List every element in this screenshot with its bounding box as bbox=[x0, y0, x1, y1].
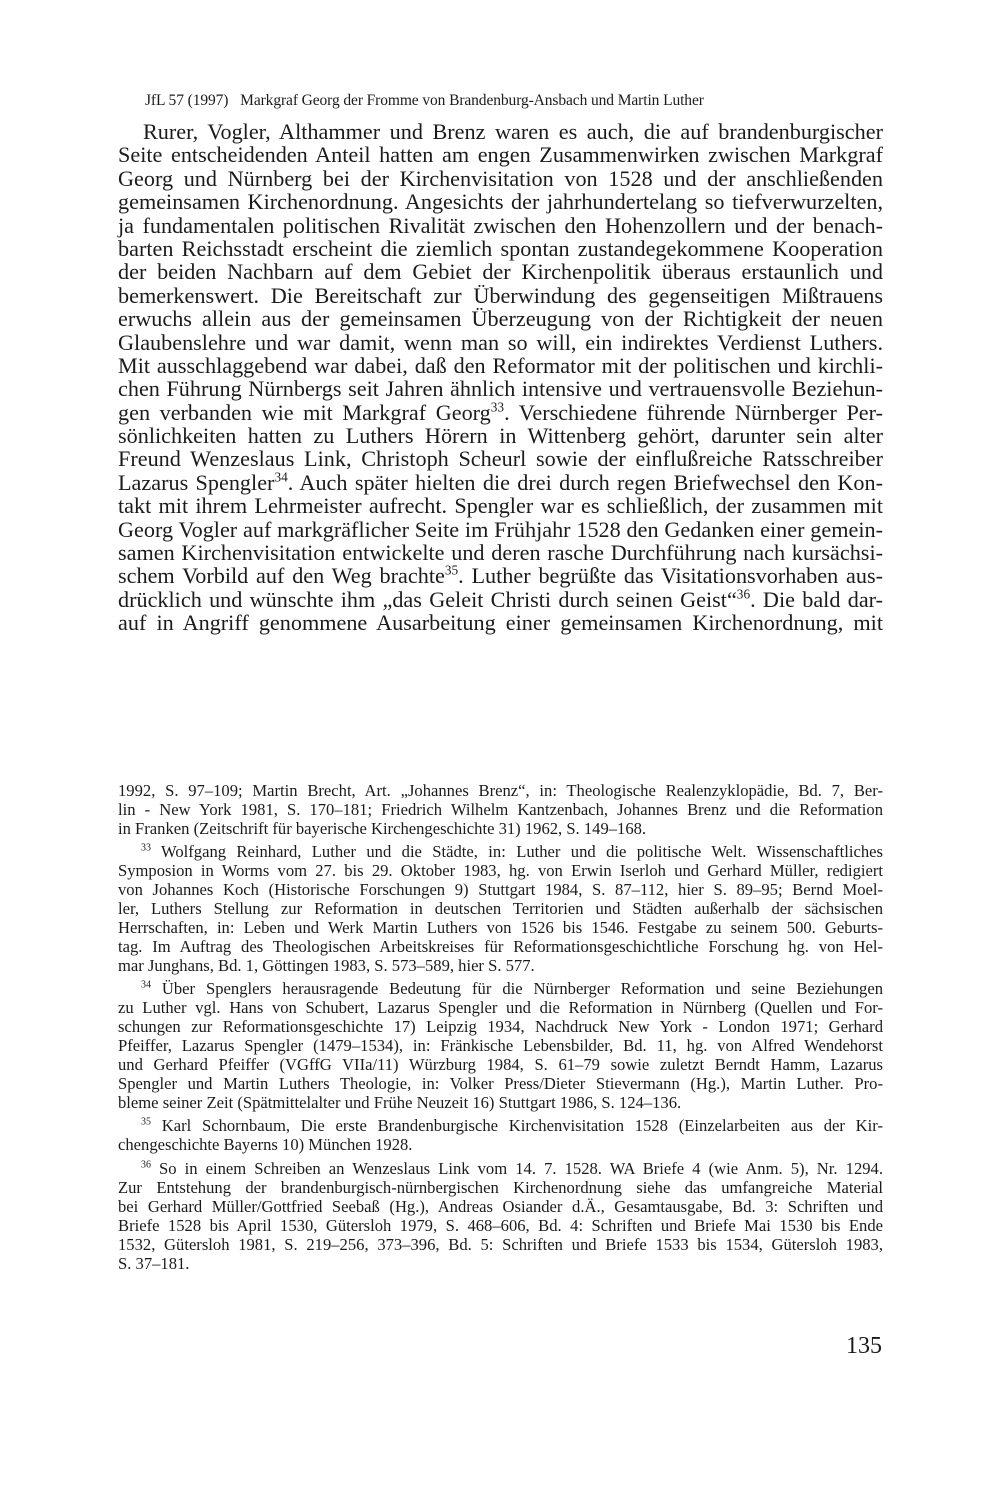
footnote-line: tag. Im Auftrag des Theologischen Arbeitskreises für Reformationsgeschichtliche Forschung hg. von Hel- bbox=[118, 937, 883, 956]
body-text: . Verschiedene führende Nürnberger Per- bbox=[504, 399, 883, 425]
footnote-line: bei Gerhard Müller/Gottfried Seebaß (Hg.), Andreas Osiander d.Ä., Gesamtausgabe, Bd. 3: Schriften und bbox=[118, 1196, 883, 1216]
body-line: ja fundamentalen politischen Rivalität zwischen den Hohenzollern und der benach- bbox=[118, 212, 883, 238]
footnote-text: So in einem Schreiben an Wenzeslaus Link vom 14. 7. 1528. WA Briefe 4 (wie Anm. 5), Nr. 1294. bbox=[159, 1158, 883, 1178]
footnote-line: Symposion in Worms vom 27. bis 29. Oktober 1983, hg. von Erwin Iserloh und Gerhard Müller, redigiert bbox=[118, 861, 883, 881]
footnote-line: bleme seiner Zeit (Spätmittelalter und Frühe Neuzeit 16) Stuttgart 1986, S. 124–136. bbox=[118, 1093, 682, 1112]
footnote-line: schungen zur Reformationsgeschichte 17) Leipzig 1934, Nachdruck New York - London 1971; Gerhard bbox=[118, 1017, 883, 1037]
footnote-text: Wolfgang Reinhard, Luther und die Städte, in: Luther und die politische Welt. Wissenschaftliches bbox=[161, 842, 883, 862]
footnote-number: 35 bbox=[141, 1116, 151, 1128]
body-text: . Die bald dar- bbox=[750, 586, 883, 612]
footnote-line: 1992, S. 97–109; Martin Brecht, Art. „Johannes Brenz“, in: Theologische Realenzyklopädie, Bd. 7, Ber- bbox=[118, 781, 883, 800]
body-line: bemerkenswert. Die Bereitschaft zur Überwindung des gegenseitigen Mißtrauens bbox=[118, 282, 883, 308]
body-line: barten Reichsstadt erscheint die ziemlich spontan zustandegekommene Kooperation bbox=[118, 235, 883, 261]
body-line: Rurer, Vogler, Althammer und Brenz waren es auch, die auf brandenburgischer bbox=[143, 119, 883, 144]
footnote-line: in Franken (Zeitschrift für bayerische Kirchengeschichte 31) 1962, S. 149–168. bbox=[118, 818, 647, 838]
body-text: drücklich und wünschte ihm „das Geleit Christi durch seinen Geist“ bbox=[118, 586, 737, 612]
footnote-33 bbox=[118, 843, 883, 976]
footnote-line: Briefe 1528 bis April 1530, Gütersloh 1979, S. 468–606, Bd. 4: Schriften und Briefe Mai 1530 bis Ende bbox=[118, 1215, 883, 1235]
footnote-line: Spengler und Martin Luthers Theologie, in: Volker Press/Dieter Stievermann (Hg.), Martin Luther. Pro- bbox=[118, 1074, 883, 1094]
footnote-35 bbox=[118, 1117, 883, 1155]
body-line: chen Führung Nürnbergs seit Jahren ähnlich intensive und vertrauensvolle Beziehun- bbox=[118, 376, 883, 402]
body-line: Georg Vogler auf markgräflicher Seite im Frühjahr 1528 den Gedanken einer gemein- bbox=[118, 516, 883, 542]
body-line: sönlichkeiten hatten zu Luthers Hörern in Wittenberg gehört, darunter sein alter bbox=[118, 423, 883, 449]
footnote-line: und Gerhard Pfeiffer (VGffG VIIa/11) Würzburg 1984, S. 61–79 sowie zuletzt Berndt Hamm, Lazarus bbox=[118, 1055, 883, 1075]
body-line: samen Kirchenvisitation entwickelte und deren rasche Durchführung nach kursächsi- bbox=[118, 540, 883, 566]
footnote-line: Zur Entstehung der brandenburgisch-nürnbergischen Kirchenordnung siehe das umfangreiche Material bbox=[118, 1177, 883, 1197]
body-line bbox=[118, 401, 883, 424]
footnote-line: von Johannes Koch (Historische Forschungen 9) Stuttgart 1984, S. 87–112, hier S. 89–95; Bernd Moel- bbox=[118, 880, 883, 900]
body-line bbox=[118, 588, 883, 611]
body-line: gemeinsamen Kirchenordnung. Angesichts der jahrhundertelang so tiefverwurzelten, bbox=[118, 189, 883, 215]
footnote-line: ler, Luthers Stellung zur Reformation in deutschen Territorien und Städten außerhalb der sächsischen bbox=[118, 899, 883, 919]
footnote-36 bbox=[118, 1160, 883, 1274]
footnote-line: lin - New York 1981, S. 170–181; Friedrich Wilhelm Kantzenbach, Johannes Brenz und die Reformation bbox=[118, 799, 883, 819]
footnote-text: Karl Schornbaum, Die erste Brandenburgische Kirchenvisitation 1528 (Einzelarbeiten aus der Kir- bbox=[161, 1116, 883, 1136]
body-text: . Auch später hielten die drei durch regen Briefwechsel den Kon- bbox=[287, 469, 883, 495]
body-line: Glaubenslehre und war damit, wenn man so will, ein indirektes Verdienst Luthers. bbox=[118, 329, 883, 355]
body-line: auf in Angriff genommene Ausarbeitung einer gemeinsamen Kirchenordnung, mit bbox=[118, 610, 883, 636]
body-line: der beiden Nachbarn auf dem Gebiet der Kirchenpolitik überaus erstaunlich und bbox=[118, 259, 883, 285]
footnote-number: 36 bbox=[141, 1159, 151, 1171]
footnote-line bbox=[118, 843, 883, 862]
body-line bbox=[118, 471, 883, 494]
body-line: erwuchs allein aus der gemeinsamen Überzeugung von der Richtigkeit der neuen bbox=[118, 306, 883, 332]
footnote-line: chengeschichte Bayerns 10) München 1928. bbox=[118, 1135, 413, 1155]
footnote-line: zu Luther vgl. Hans von Schubert, Lazarus Spengler und die Reformation in Nürnberg (Quellen und For- bbox=[118, 998, 883, 1018]
footnote-ref[interactable]: 36 bbox=[736, 586, 751, 602]
body-text: gen verbanden wie mit Markgraf Georg bbox=[118, 399, 491, 425]
footnote-line bbox=[118, 1160, 883, 1179]
body-line: Freund Wenzeslaus Link, Christoph Scheurl sowie der einflußreiche Ratsschreiber bbox=[118, 446, 883, 472]
footnote-line: S. 37–181. bbox=[118, 1253, 190, 1273]
body-line: Georg und Nürnberg bei der Kirchenvisitation von 1528 und der anschließenden bbox=[118, 165, 883, 191]
body-line: Seite entscheidenden Anteil hatten am engen Zusammenwirken zwischen Markgraf bbox=[118, 142, 883, 168]
footnote-line: Herrschaften, in: Leben und Werk Martin Luthers von 1526 bis 1546. Festgabe zu seinem 500. Geburts- bbox=[118, 918, 883, 938]
running-header bbox=[145, 92, 865, 110]
main-text bbox=[118, 120, 883, 635]
footnote-number: 33 bbox=[141, 842, 151, 854]
body-text: schem Vorbild auf den Weg brachte bbox=[118, 563, 445, 589]
footnote-continuation bbox=[118, 782, 883, 839]
body-line: Mit ausschlaggebend war dabei, daß den Reformator mit der politischen und kirchli- bbox=[118, 352, 883, 378]
footnote-34 bbox=[118, 980, 883, 1113]
footnote-line bbox=[118, 1117, 883, 1136]
footnote-ref[interactable]: 34 bbox=[274, 469, 288, 485]
footnote-ref[interactable]: 33 bbox=[490, 399, 505, 415]
footnotes bbox=[118, 782, 883, 1273]
footnote-line bbox=[118, 980, 883, 999]
footnote-line: mar Junghans, Bd. 1, Göttingen 1983, S. 573–589, hier S. 577. bbox=[118, 955, 535, 975]
footnote-line: 1532, Gütersloh 1981, S. 219–256, 373–396, Bd. 5: Schriften und Briefe 1533 bis 1534, Gütersloh 1983, bbox=[118, 1234, 883, 1254]
footnote-text: Über Spenglers herausragende Bedeutung für die Nürnberger Reformation und seine Beziehungen bbox=[161, 979, 883, 999]
running-title: Markgraf Georg der Fromme von Brandenburg-Ansbach und Martin Luther bbox=[240, 92, 704, 109]
journal-citation: JfL 57 (1997) bbox=[145, 92, 229, 109]
body-line: takt mit ihrem Lehrmeister aufrecht. Spengler war es schließlich, der zusammen mit bbox=[118, 493, 883, 519]
page-number: 135 bbox=[846, 1333, 882, 1359]
footnote-line: Pfeiffer, Lazarus Spengler (1479–1534), in: Fränkische Lebensbilder, Bd. 11, hg. von Alfred Wendehorst bbox=[118, 1036, 883, 1056]
footnote-number: 34 bbox=[141, 979, 151, 991]
footnote-ref[interactable]: 35 bbox=[444, 563, 459, 579]
body-line bbox=[118, 564, 883, 587]
body-text: Lazarus Spengler bbox=[118, 469, 275, 495]
body-text: . Luther begrüßte das Visitationsvorhaben aus- bbox=[458, 563, 883, 589]
